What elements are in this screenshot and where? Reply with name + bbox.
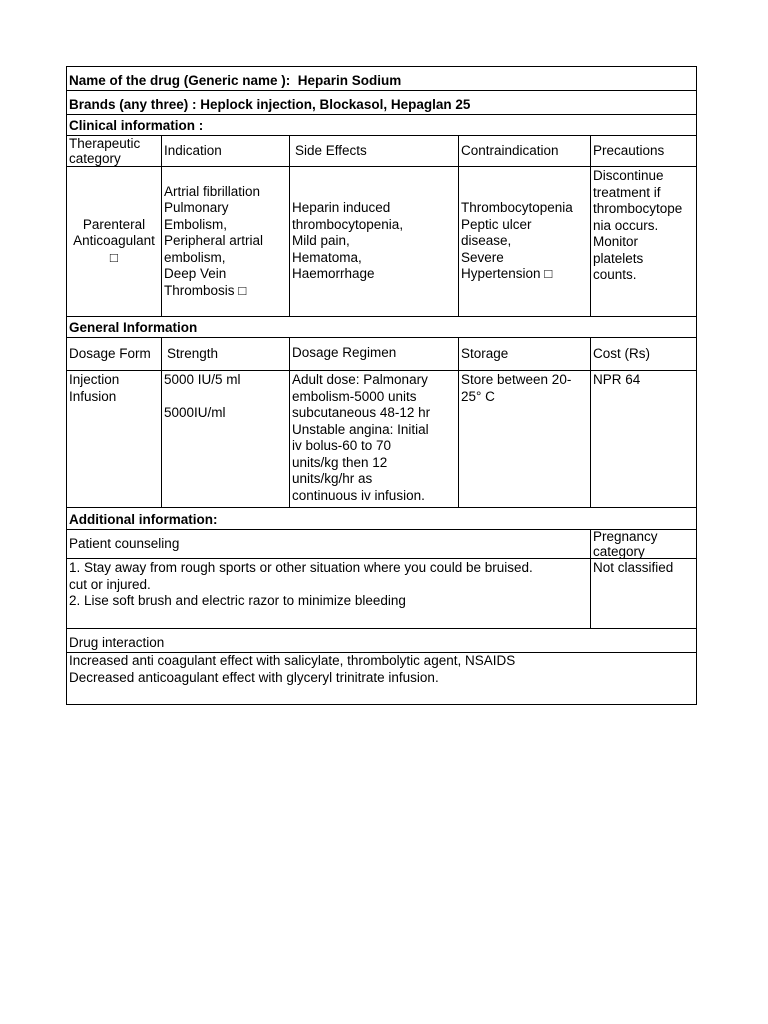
therapeutic-category-header: Therapeutic category xyxy=(66,135,162,167)
strength-header: Strength xyxy=(161,337,290,371)
clinical-info-heading: Clinical information : xyxy=(66,114,697,136)
storage-cell: Store between 20- 25° C xyxy=(458,370,591,508)
indication-header: Indication xyxy=(161,135,290,167)
therapeutic-category-cell: Parenteral Anticoagulant □ xyxy=(66,166,162,317)
drug-information-form xyxy=(66,66,697,705)
drug-interaction-text: Increased anti coagulant effect with salicylate, thrombolytic agent, NSAIDS Decreased anticoagulant effect with glyceryl trinitrate infusion. xyxy=(66,652,697,705)
dosage-form-header: Dosage Form xyxy=(66,337,162,371)
dosage-form-cell: Injection Infusion xyxy=(66,370,162,508)
dosage-regimen-header: Dosage Regimen xyxy=(289,337,459,371)
dosage-regimen-cell: Adult dose: Palmonary embolism-5000 units subcutaneous 48-12 hr Unstable angina: Initial iv bolus-60 to 70 units/kg then 12 units/kg/hr as continuous iv infusion. xyxy=(289,370,459,508)
side-effects-cell: Heparin induced thrombocytopenia, Mild pain, Hematoma, Haemorrhage xyxy=(289,166,459,317)
precautions-cell: Discontinue treatment if thrombocytope nia occurs. Monitor platelets counts. xyxy=(590,166,697,317)
side-effects-header: Side Effects xyxy=(289,135,459,167)
patient-counseling-text: 1. Stay away from rough sports or other situation where you could be bruised. cut or injured. 2. Lise soft brush and electric razor to minimize bleeding xyxy=(66,558,591,629)
drug-interaction-label: Drug interaction xyxy=(66,628,697,653)
indication-cell: Artrial fibrillation Pulmonary Embolism, Peripheral artrial embolism, Deep Vein Thrombosis □ xyxy=(161,166,290,317)
storage-header: Storage xyxy=(458,337,591,371)
precautions-header: Precautions xyxy=(590,135,697,167)
pregnancy-category-label: Pregnancy category xyxy=(590,529,697,559)
cost-cell: NPR 64 xyxy=(590,370,697,508)
cost-header: Cost (Rs) xyxy=(590,337,697,371)
drug-name-row: Name of the drug (Generic name ): Heparin Sodium xyxy=(66,66,697,91)
strength-cell: 5000 IU/5 ml 5000IU/ml xyxy=(161,370,290,508)
contraindication-cell: Thrombocytopenia Peptic ulcer disease, Severe Hypertension □ xyxy=(458,166,591,317)
brands-row: Brands (any three) : Heplock injection, Blockasol, Hepaglan 25 xyxy=(66,90,697,115)
additional-info-heading: Additional information: xyxy=(66,507,697,530)
general-info-heading: General Information xyxy=(66,316,697,338)
pregnancy-category-value: Not classified xyxy=(590,558,697,629)
contraindication-header: Contraindication xyxy=(458,135,591,167)
patient-counseling-label: Patient counseling xyxy=(66,529,591,559)
